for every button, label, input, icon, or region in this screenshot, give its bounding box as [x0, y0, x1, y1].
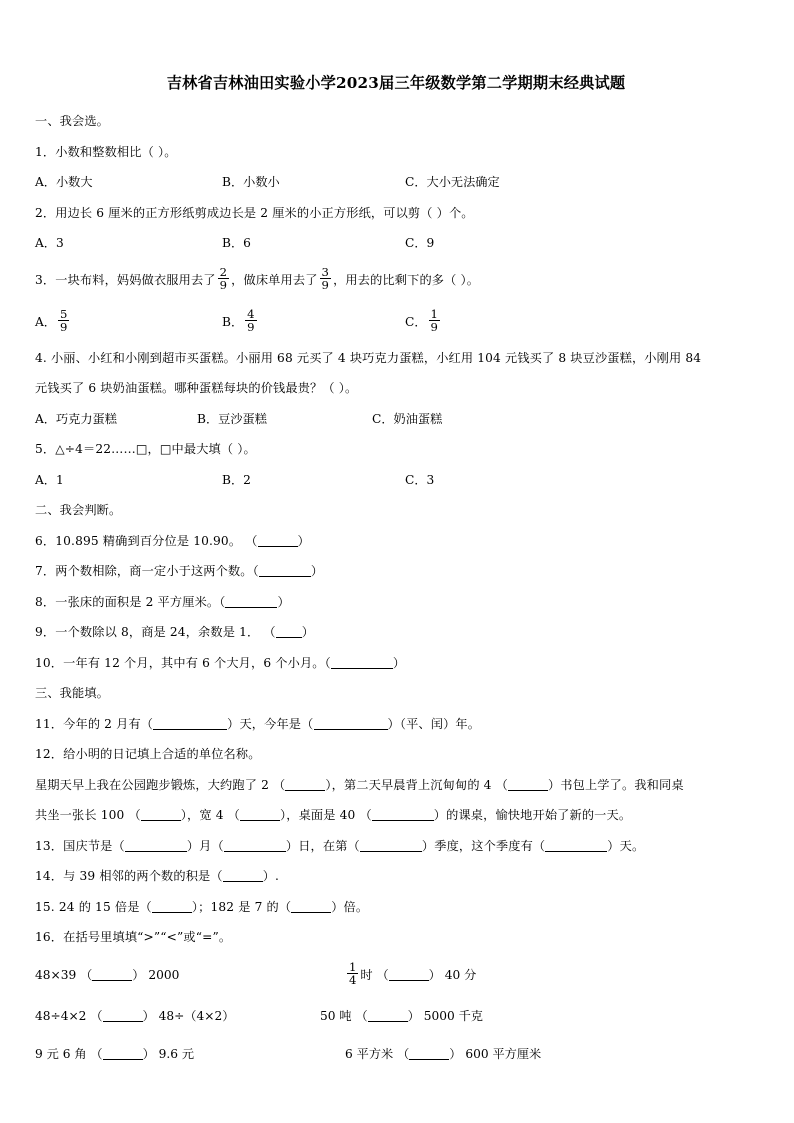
answer-blank[interactable] [360, 839, 422, 852]
question-3-stem-part1: 3．一块布料，妈妈做衣服用去了 [35, 272, 216, 287]
question-8 [35, 587, 757, 618]
diary-text-part1: 星期天早上我在公园跑步锻炼，大约跑了 2 （ [35, 777, 286, 792]
option-letter: B． [222, 314, 244, 329]
question-12-diary-line1 [35, 770, 757, 801]
section-heading-one: 一、我会选。 [35, 114, 110, 128]
question-12-stem: 12．给小明的日记填上合适的单位名称。 [35, 747, 261, 761]
answer-blank[interactable] [389, 968, 429, 981]
compare-right-1 [345, 953, 476, 997]
question-2-option-b[interactable]: B．6 [222, 236, 251, 250]
question-10-close: ） [392, 655, 406, 670]
question-15 [35, 892, 757, 923]
question-3-option-c[interactable] [405, 301, 442, 343]
diary-text-part7: ）的课桌，愉快地开始了新的一天。 [433, 808, 632, 822]
question-12-diary-line2 [35, 800, 757, 831]
question-4-option-b[interactable]: B．豆沙蛋糕 [197, 411, 267, 426]
question-3-stem-part2: ，做床单用去了 [231, 272, 318, 287]
compare-right-2 [320, 997, 483, 1035]
question-3-fraction-3-9 [320, 266, 332, 291]
question-6 [35, 526, 757, 557]
answer-blank[interactable] [152, 900, 192, 913]
question-2-option-c[interactable]: C．9 [405, 236, 435, 250]
question-11-part3: ）（平、闰）年。 [387, 716, 481, 731]
answer-blank[interactable] [291, 900, 331, 913]
question-13-part4: ）季度，这个季度有（ [421, 838, 546, 853]
option-fraction-4-9 [245, 308, 256, 333]
question-15-part1: 15. 24 的 15 倍是（ [35, 899, 152, 914]
answer-blank[interactable] [125, 839, 187, 852]
question-8-close: ） [277, 594, 290, 609]
question-13-part5: ）天。 [607, 838, 645, 853]
compare-left-1 [35, 953, 179, 997]
answer-blank[interactable] [259, 564, 311, 577]
question-5-stem: 5．△÷4＝22……□，□中最大填（ ）。 [35, 442, 256, 456]
fraction-denominator: 9 [321, 277, 330, 292]
question-1-option-c[interactable]: C．大小无法确定 [405, 175, 500, 189]
answer-blank[interactable] [224, 839, 286, 852]
question-10-text: 10．一年有 12 个月，其中有 6 个大月，6 个小月。（ [35, 655, 331, 670]
question-4-option-a[interactable]: A．巧克力蛋糕 [35, 411, 117, 426]
fraction-numerator: 2 [219, 264, 228, 279]
answer-blank[interactable] [103, 1047, 143, 1060]
question-1-option-b[interactable]: B．小数小 [222, 175, 280, 189]
option-letter: A． [35, 314, 56, 329]
compare-expression: 48÷4×2 （ [35, 1008, 103, 1023]
page-title: 吉林省吉林油田实验小学2023届三年级数学第二学期期末经典试题 [166, 74, 626, 92]
question-11-part1: 11．今年的 2 月有（ [35, 716, 154, 731]
question-6-close: ） [297, 533, 310, 548]
compare-expression-end: ） 48÷（4×2） [142, 1008, 235, 1023]
fraction-numerator: 5 [60, 306, 68, 321]
answer-blank[interactable] [508, 778, 548, 791]
compare-expression-end: ） 2000 [132, 967, 180, 982]
question-9 [35, 617, 757, 648]
option-fraction-5-9 [58, 308, 69, 333]
question-4-options [35, 404, 757, 435]
compare-left-2 [35, 997, 234, 1035]
compare-expression: 48×39 （ [35, 967, 93, 982]
question-3-fraction-2-9 [218, 266, 230, 291]
question-13-part2: ）月（ [186, 838, 224, 853]
question-13 [35, 831, 757, 862]
compare-row-1 [35, 953, 757, 997]
answer-blank[interactable] [545, 839, 607, 852]
compare-expression: 时 （ [360, 967, 389, 982]
question-5-option-c[interactable]: C．3 [405, 472, 435, 487]
question-4-stem-line2: 元钱买了 6 块奶油蛋糕。哪种蛋糕每块的价钱最贵？（ ）。 [35, 381, 358, 395]
diary-text-part5: ），宽 4 （ [180, 808, 240, 822]
compare-expression-end: ） 600 平方厘米 [449, 1046, 542, 1061]
question-13-part1: 13．国庆节是（ [35, 838, 125, 853]
compare-expression-end: ） 5000 千克 [407, 1008, 483, 1023]
answer-blank[interactable] [103, 1009, 143, 1022]
question-2-options [35, 228, 757, 259]
fraction-denominator: 4 [349, 972, 357, 987]
question-8-text: 8．一张床的面积是 2 平方厘米。（ [35, 594, 226, 609]
question-3-option-b[interactable] [222, 301, 259, 343]
fraction-numerator: 1 [430, 306, 438, 321]
question-9-close: ） [301, 625, 315, 639]
compare-expression-end: ） 9.6 元 [142, 1046, 195, 1061]
diary-text-part2: ），第二天早晨背上沉甸甸的 4 （ [325, 777, 508, 792]
fraction-numerator: 3 [321, 264, 330, 279]
question-7-close: ） [310, 564, 324, 578]
answer-blank[interactable] [141, 808, 181, 821]
diary-text-part4: 共坐一张长 100 （ [35, 808, 141, 822]
question-3-stem [35, 259, 757, 301]
question-11-part2: ）天，今年是（ [227, 716, 314, 731]
question-13-part3: ）日，在第（ [285, 838, 360, 853]
answer-blank[interactable] [223, 869, 263, 882]
question-6-text: 6．10.895 精确到百分位是 10.90。 （ [35, 533, 258, 548]
question-11 [35, 709, 757, 740]
fraction-denominator: 9 [60, 319, 68, 334]
answer-blank[interactable] [285, 778, 325, 791]
question-10 [35, 648, 757, 679]
compare-row-3 [35, 1035, 757, 1073]
answer-blank[interactable] [153, 717, 227, 730]
answer-blank[interactable] [368, 1009, 408, 1022]
compare-expression-end: ） 40 分 [428, 967, 477, 982]
fraction-numerator: 4 [247, 306, 255, 321]
fraction-denominator: 9 [219, 277, 228, 292]
answer-blank[interactable] [409, 1047, 449, 1060]
question-5-option-b[interactable]: B．2 [222, 472, 251, 487]
option-letter: C． [405, 314, 427, 329]
answer-blank[interactable] [372, 808, 434, 821]
question-9-text: 9．一个数除以 8，商是 24，余数是 1． （ [35, 625, 276, 639]
question-7-text: 7．两个数相除，商一定小于这两个数。（ [35, 564, 259, 578]
question-4-stem-line1: 4. 小丽、小红和小刚到超市买蛋糕。小丽用 68 元买了 4 块巧克力蛋糕，小红用 104 元钱买了 8 块豆沙蛋糕，小刚用 84 [35, 350, 702, 365]
diary-text-part3: ）书包上学了。我和同桌 [547, 777, 684, 792]
question-1-options [35, 167, 757, 198]
section-heading-three: 三、我能填。 [35, 686, 110, 700]
question-3-options [35, 301, 757, 343]
question-15-part3: ）倍。 [331, 899, 369, 914]
option-fraction-1-9 [429, 308, 440, 333]
question-15-part2: ）；182 是 7 的（ [191, 899, 292, 914]
fraction-denominator: 9 [247, 319, 255, 334]
question-1-stem: 1．小数和整数相比（ ）。 [35, 144, 177, 159]
answer-blank[interactable] [92, 968, 132, 981]
question-3-stem-part3: ，用去的比剩下的多（ ）。 [333, 272, 480, 287]
question-5-options [35, 465, 757, 496]
answer-blank[interactable] [225, 595, 277, 608]
compare-expression: 6 平方米 （ [345, 1046, 410, 1061]
answer-blank[interactable] [240, 808, 280, 821]
compare-fraction-1-4 [347, 961, 358, 986]
section-heading-two: 二、我会判断。 [35, 503, 122, 517]
compare-expression: 50 吨 （ [320, 1008, 368, 1023]
question-7 [35, 556, 757, 587]
compare-right-3 [345, 1035, 541, 1073]
diary-text-part6: ），桌面是 40 （ [280, 808, 372, 822]
answer-blank[interactable] [258, 534, 298, 547]
question-14 [35, 861, 757, 892]
question-16-stem: 16．在括号里填填“>”“<”或“=”。 [35, 930, 232, 944]
answer-blank[interactable] [314, 717, 388, 730]
fraction-denominator: 9 [430, 319, 438, 334]
answer-blank[interactable] [276, 625, 302, 638]
question-2-stem: 2．用边长 6 厘米的正方形纸剪成边长是 2 厘米的小正方形纸，可以剪（ ）个。 [35, 205, 474, 220]
question-3-option-a[interactable] [35, 301, 71, 343]
question-14-part2: ）. [262, 869, 280, 883]
answer-blank[interactable] [331, 656, 393, 669]
question-14-part1: 14．与 39 相邻的两个数的积是（ [35, 869, 223, 883]
fraction-numerator: 1 [349, 959, 357, 974]
question-2-option-a[interactable]: A．3 [35, 236, 64, 250]
question-4-option-c[interactable]: C．奶油蛋糕 [372, 411, 443, 426]
compare-expression: 9 元 6 角 （ [35, 1046, 103, 1061]
compare-row-2 [35, 997, 757, 1035]
compare-left-3 [35, 1035, 194, 1073]
question-1-option-a[interactable]: A．小数大 [35, 175, 93, 189]
question-5-option-a[interactable]: A．1 [35, 472, 64, 487]
